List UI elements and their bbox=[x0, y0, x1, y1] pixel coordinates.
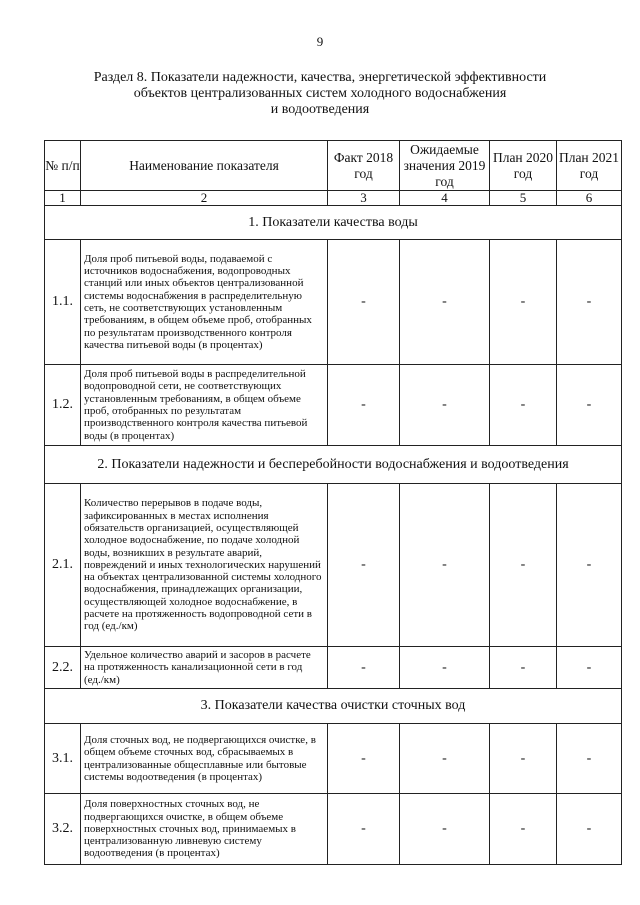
value-plan-2021: - bbox=[557, 647, 622, 689]
col-number: 6 bbox=[557, 191, 622, 206]
value-plan-2021: - bbox=[557, 365, 622, 446]
row-number: 1.2. bbox=[45, 365, 81, 446]
header-row bbox=[45, 141, 622, 191]
header-fact: Факт 2018 год bbox=[328, 141, 400, 191]
value-fact: - bbox=[328, 647, 400, 689]
col-number: 3 bbox=[328, 191, 400, 206]
value-fact: - bbox=[328, 365, 400, 446]
col-number: 4 bbox=[400, 191, 490, 206]
section-2-title: 2. Показатели надежности и бесперебойности водоснабжения и водоотведения bbox=[45, 446, 622, 484]
value-plan-2021: - bbox=[557, 794, 622, 865]
section-3-title: 3. Показатели качества очистки сточных вод bbox=[45, 689, 622, 724]
section-title bbox=[40, 70, 600, 118]
value-fact: - bbox=[328, 484, 400, 647]
row-number: 2.1. bbox=[45, 484, 81, 647]
table-row bbox=[45, 240, 622, 365]
value-fact: - bbox=[328, 724, 400, 794]
title-line-3: и водоотведения bbox=[270, 102, 370, 117]
header-name: Наименование показателя bbox=[81, 141, 328, 191]
header-expected: Ожидаемые значения 2019 год bbox=[400, 141, 490, 191]
value-expected: - bbox=[400, 484, 490, 647]
value-plan-2020: - bbox=[490, 794, 557, 865]
page-number: 9 bbox=[316, 34, 324, 49]
indicator-name: Доля сточных вод, не подвергающихся очистке, в общем объеме сточных вод, сбрасываемых в централизованные общесплавные или бытовые системы водоотведения (в процентах) bbox=[81, 724, 328, 794]
section-header bbox=[45, 446, 622, 484]
row-number: 2.2. bbox=[45, 647, 81, 689]
value-plan-2021: - bbox=[557, 724, 622, 794]
section-header bbox=[45, 206, 622, 240]
value-expected: - bbox=[400, 240, 490, 365]
table-row bbox=[45, 484, 622, 647]
indicator-name: Количество перерывов в подаче воды, зафиксированных в местах исполнения обязательств организацией, осуществляющей холодное водоснабжение, по подаче холодной воды, возникших в результате аварий, повреждений и иных технологических нарушений на объектах централизованной системы холодного водоснабжения, принадлежащих организации, осуществляющей холодное водоснабжение, в расчете на протяженность водопроводной сети в год (ед./км) bbox=[81, 484, 328, 647]
indicator-name: Доля проб питьевой воды, подаваемой с источников водоснабжения, водопроводных станций или иных объектов централизованной системы водоснабжения в распределительную сеть, не соответствующих установленным требованиям, в общем объеме проб, отобранных по результатам производственного контроля качества питьевой воды (в процентах) bbox=[81, 240, 328, 365]
value-plan-2020: - bbox=[490, 365, 557, 446]
col-number: 2 bbox=[81, 191, 328, 206]
table-row bbox=[45, 724, 622, 794]
value-plan-2020: - bbox=[490, 484, 557, 647]
value-expected: - bbox=[400, 647, 490, 689]
section-header bbox=[45, 689, 622, 724]
column-number-row bbox=[45, 191, 622, 206]
col-number: 1 bbox=[45, 191, 81, 206]
header-plan-2020: План 2020 год bbox=[490, 141, 557, 191]
value-expected: - bbox=[400, 724, 490, 794]
indicator-name: Доля проб питьевой воды в распределительной водопроводной сети, не соответствующих установленным требованиям, в общем объеме проб, отобранных по результатам производственного контроля качества питьевой воды (в процентах) bbox=[81, 365, 328, 446]
value-plan-2020: - bbox=[490, 647, 557, 689]
title-line-1: Раздел 8. Показатели надежности, качества, энергетической эффективности bbox=[93, 70, 547, 85]
indicators-table bbox=[44, 140, 622, 865]
header-num: № п/п bbox=[45, 141, 81, 191]
value-fact: - bbox=[328, 794, 400, 865]
table-row bbox=[45, 647, 622, 689]
col-number: 5 bbox=[490, 191, 557, 206]
value-plan-2020: - bbox=[490, 724, 557, 794]
table-row bbox=[45, 794, 622, 865]
table-row bbox=[45, 365, 622, 446]
row-number: 3.1. bbox=[45, 724, 81, 794]
indicator-name: Удельное количество аварий и засоров в расчете на протяженность канализационной сети в год (ед./км) bbox=[81, 647, 328, 689]
title-line-2: объектов централизованных систем холодного водоснабжения bbox=[133, 86, 507, 101]
value-expected: - bbox=[400, 365, 490, 446]
row-number: 1.1. bbox=[45, 240, 81, 365]
indicator-name: Доля поверхностных сточных вод, не подвергающихся очистке, в общем объеме поверхностных сточных вод, принимаемых в централизованную ливневую систему водоотведения (в процентах) bbox=[81, 794, 328, 865]
value-plan-2021: - bbox=[557, 484, 622, 647]
section-1-title: 1. Показатели качества воды bbox=[45, 206, 622, 240]
value-plan-2021: - bbox=[557, 240, 622, 365]
row-number: 3.2. bbox=[45, 794, 81, 865]
header-plan-2021: План 2021 год bbox=[557, 141, 622, 191]
value-expected: - bbox=[400, 794, 490, 865]
value-plan-2020: - bbox=[490, 240, 557, 365]
value-fact: - bbox=[328, 240, 400, 365]
